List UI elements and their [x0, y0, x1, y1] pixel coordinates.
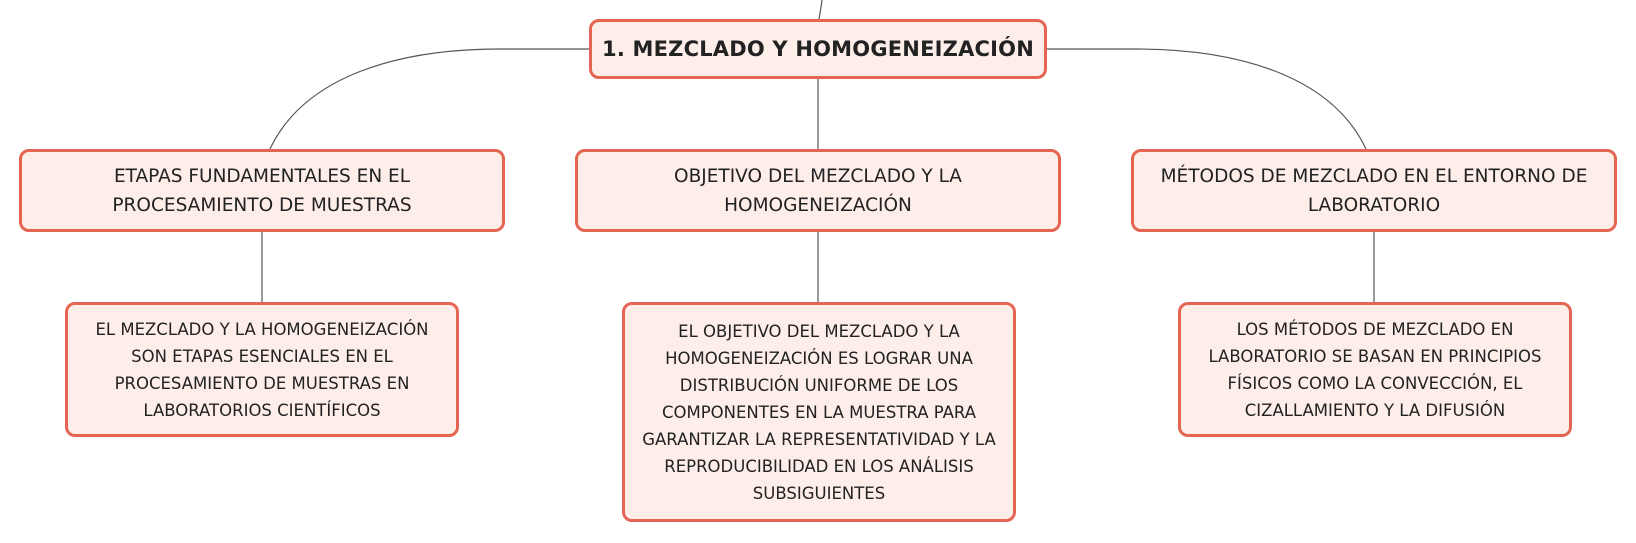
root-node[interactable]	[589, 19, 1047, 79]
root-node-label: 1. MEZCLADO Y HOMOGENEIZACIÓN	[602, 37, 1034, 61]
branch-node-etapas[interactable]	[19, 149, 505, 232]
connector-parent-to-root	[819, 0, 822, 19]
connector-root-to-left	[270, 49, 589, 149]
branch-node-label: MÉTODOS DE MEZCLADO EN EL ENTORNO DE LABORATORIO	[1160, 165, 1588, 216]
leaf-node-metodos[interactable]	[1178, 302, 1572, 437]
connector-root-to-right	[1047, 49, 1366, 149]
leaf-node-objetivo[interactable]	[622, 302, 1016, 522]
leaf-node-text: EL MEZCLADO Y LA HOMOGENEIZACIÓN SON ETAPAS ESENCIALES EN EL PROCESAMIENTO DE MUESTRAS EN LABORATORIOS CIENTÍFICOS	[95, 319, 429, 420]
leaf-node-text: LOS MÉTODOS DE MEZCLADO EN LABORATORIO SE BASAN EN PRINCIPIOS FÍSICOS COMO LA CONVECCIÓN, EL CIZALLAMIENTO Y LA DIFUSIÓN	[1208, 319, 1542, 420]
branch-node-objetivo[interactable]	[575, 149, 1061, 232]
branch-node-label: ETAPAS FUNDAMENTALES EN EL PROCESAMIENTO DE MUESTRAS	[112, 165, 412, 216]
branch-node-metodos[interactable]	[1131, 149, 1617, 232]
branch-node-label: OBJETIVO DEL MEZCLADO Y LA HOMOGENEIZACIÓN	[674, 165, 962, 216]
leaf-node-etapas[interactable]	[65, 302, 459, 437]
leaf-node-text: EL OBJETIVO DEL MEZCLADO Y LA HOMOGENEIZACIÓN ES LOGRAR UNA DISTRIBUCIÓN UNIFORME DE LOS COMPONENTES EN LA MUESTRA PARA GARANTIZAR LA REPRESENTATIVIDAD Y LA REPRODUCIBILIDAD EN LOS ANÁLISIS SUBSIGUIENTES	[642, 321, 996, 503]
